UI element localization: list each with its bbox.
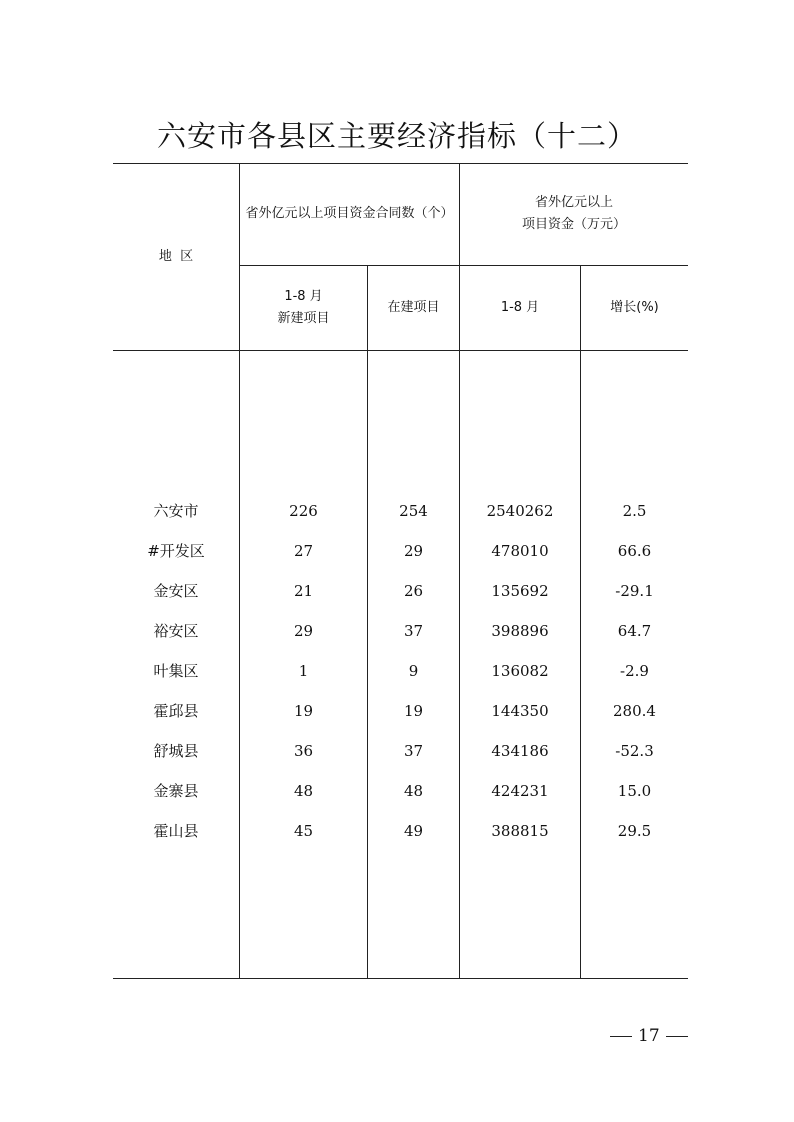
page-number-dash-left	[610, 1036, 632, 1037]
row-new-projects: 36	[293, 742, 314, 760]
row-new-projects: 27	[293, 542, 314, 560]
row-funds: 136082	[491, 662, 549, 680]
row-new-projects: 48	[293, 782, 314, 800]
row-growth: -52.3	[615, 742, 654, 760]
row-region: #开发区	[147, 542, 205, 560]
row-region: 叶集区	[153, 662, 199, 680]
row-growth: 66.6	[617, 542, 652, 560]
row-ongoing-projects: 29	[403, 542, 424, 560]
page-number	[610, 1026, 694, 1046]
row-region: 金安区	[153, 582, 199, 600]
row-growth: -2.9	[620, 662, 649, 680]
header-new-projects-line2: 新建项目	[277, 311, 330, 326]
row-region: 六安市	[153, 502, 199, 520]
header-project-funds-line2: 项目资金（万元）	[521, 217, 626, 232]
row-region: 裕安区	[153, 622, 199, 640]
header-bottom-rule	[113, 350, 688, 351]
row-funds: 144350	[491, 702, 549, 720]
page-number-value: 17	[638, 1026, 660, 1046]
row-ongoing-projects: 49	[403, 822, 424, 840]
row-growth: 2.5	[622, 502, 647, 520]
row-new-projects: 19	[293, 702, 314, 720]
row-new-projects: 45	[293, 822, 314, 840]
page-title: 六安市各县区主要经济指标（十二）	[156, 119, 637, 153]
row-funds: 2540262	[486, 502, 554, 520]
row-ongoing-projects: 254	[399, 502, 428, 520]
header-new-projects-line1: 1-8 月	[284, 289, 323, 304]
row-growth: 64.7	[617, 622, 652, 640]
row-funds: 478010	[491, 542, 549, 560]
row-growth: 280.4	[613, 702, 656, 720]
row-funds: 388815	[491, 822, 549, 840]
row-funds: 398896	[491, 622, 549, 640]
row-new-projects: 1	[298, 662, 309, 680]
header-region	[113, 163, 239, 350]
row-region: 金寨县	[153, 782, 199, 800]
economic-indicators-table	[113, 163, 688, 979]
row-funds: 424231	[491, 782, 549, 800]
header-funds	[460, 266, 580, 350]
row-new-projects: 21	[293, 582, 314, 600]
header-growth-label: 增长(%)	[610, 300, 659, 315]
row-new-projects: 29	[293, 622, 314, 640]
row-new-projects: 226	[289, 502, 318, 520]
header-project-funds	[460, 163, 688, 265]
row-ongoing-projects: 9	[408, 662, 419, 680]
row-growth: -29.1	[615, 582, 654, 600]
row-funds: 434186	[491, 742, 549, 760]
header-ongoing-projects-label: 在建项目	[387, 300, 440, 315]
row-ongoing-projects: 26	[403, 582, 424, 600]
header-ongoing-projects	[368, 266, 459, 350]
row-region: 霍邱县	[153, 702, 199, 720]
row-ongoing-projects: 37	[403, 622, 424, 640]
header-region-label: 地 区	[158, 248, 194, 264]
row-growth: 15.0	[617, 782, 652, 800]
header-funds-label: 1-8 月	[500, 300, 540, 315]
page-number-dash-right	[666, 1036, 688, 1037]
row-ongoing-projects: 37	[403, 742, 424, 760]
header-project-funds-line1: 省外亿元以上	[534, 195, 613, 210]
row-growth: 29.5	[617, 822, 652, 840]
header-contract-count	[240, 163, 459, 265]
header-contract-count-label: 省外亿元以上项目资金合同数（个）	[245, 206, 454, 221]
row-region: 霍山县	[153, 822, 199, 840]
row-ongoing-projects: 19	[403, 702, 424, 720]
row-funds: 135692	[491, 582, 549, 600]
row-region: 舒城县	[153, 742, 199, 760]
header-growth	[581, 266, 688, 350]
row-ongoing-projects: 48	[403, 782, 424, 800]
table-bottom-rule	[113, 978, 688, 979]
header-new-projects	[240, 266, 367, 350]
